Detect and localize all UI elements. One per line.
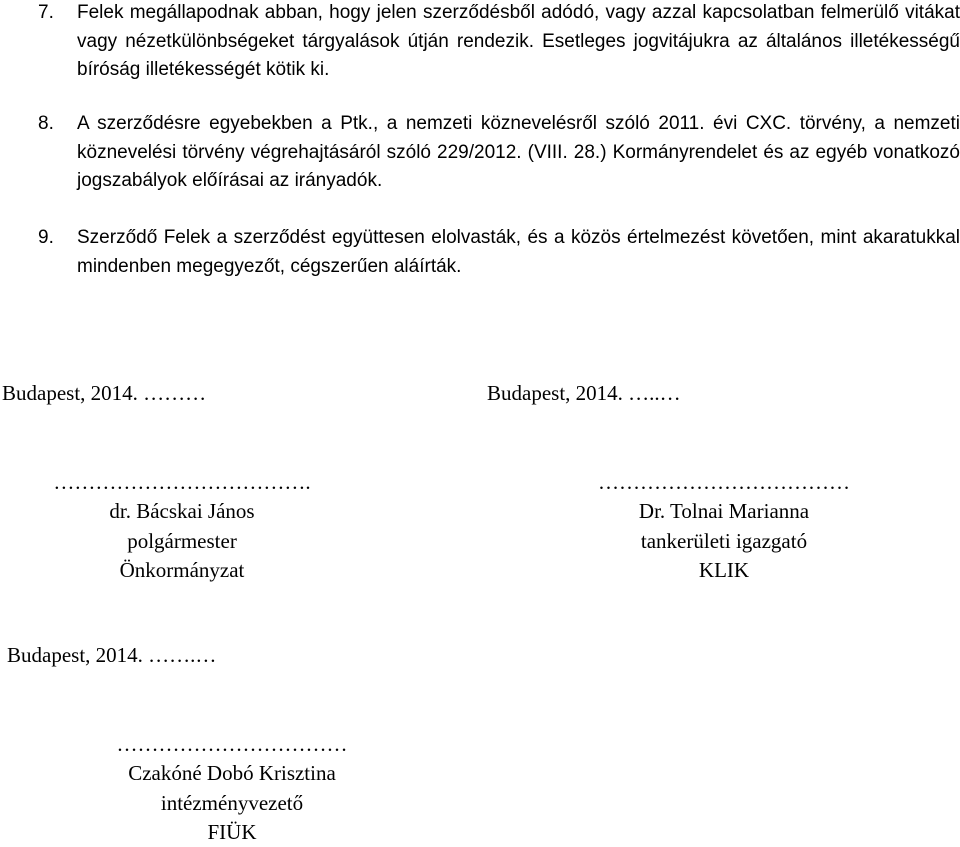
signatory-organization: Önkormányzat: [119, 557, 245, 582]
clause-text: Felek megállapodnak abban, hogy jelen szerződésből adódó, vagy azzal kapcsolatban felmerülő vitákat vagy nézetkülönbségeket tárgyalások útján rendezik. Esetleges jogvitájukra az általános illetékességű bíróság illetékességét kötik ki.: [77, 2, 960, 80]
clause-text: A szerződésre egyebekben a Ptk., a nemzeti köznevelésről szóló 2011. évi CXC. törvény, a nemzeti köznevelési törvény végrehajtásáról szóló 229/2012. (VIII. 28.) Kormányrendelet és az egyéb vonatkozó jogszabályok előírásai az irányadók.: [77, 113, 960, 191]
clause-7: [38, 0, 960, 85]
signatory-title: polgármester: [127, 528, 237, 553]
signature-block-left: [32, 468, 332, 585]
signatory-organization: FIÜK: [207, 819, 257, 844]
clause-number: 9.: [38, 227, 54, 248]
clause-text: Szerződő Felek a szerződést együttesen elolvasták, és a közös értelmezést követően, mint akaratukkal mindenben megegyezőt, cégszerűen aláírták.: [77, 227, 960, 277]
place-date-left: Budapest, 2014. ………: [2, 381, 207, 405]
signatory-name: Czakóné Dobó Krisztina: [128, 761, 336, 786]
clause-number: 8.: [38, 113, 54, 134]
signatory-organization: KLIK: [698, 557, 750, 582]
signatory-title: tankerületi igazgató: [640, 528, 808, 553]
place-date-right: Budapest, 2014. …..…: [487, 381, 681, 405]
place-date-bottom: Budapest, 2014. …….…: [7, 643, 217, 667]
clause-number: 7.: [38, 2, 54, 23]
signatory-name: dr. Bácskai János: [109, 499, 255, 524]
signature-line: ……………………………….: [53, 470, 311, 494]
signature-line: ……………………………: [116, 732, 348, 756]
signatory-name: Dr. Tolnai Marianna: [638, 499, 810, 524]
signature-line: ………………………………: [598, 470, 850, 494]
signatory-title: intézményvezető: [160, 790, 304, 815]
clause-9: [38, 224, 960, 281]
signature-block-right: [574, 468, 874, 585]
signature-block-bottom: [82, 730, 382, 847]
clause-8: [38, 110, 960, 196]
